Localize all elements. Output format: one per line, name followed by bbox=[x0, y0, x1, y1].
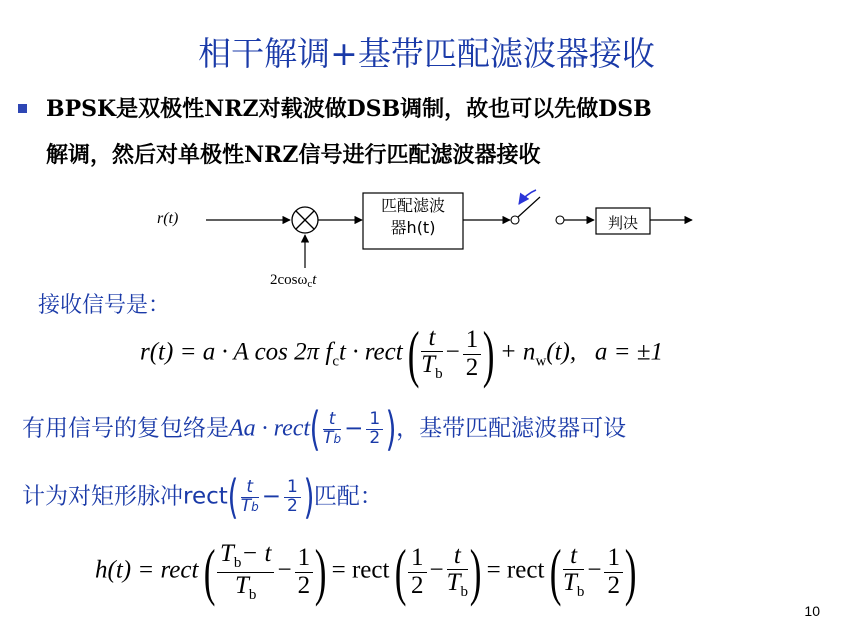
eq2-frac-half-c-num: 1 bbox=[604, 545, 623, 572]
para2-frac-c bbox=[240, 476, 259, 516]
eq2-frac-half-c-den: 2 bbox=[607, 571, 620, 599]
eq2-frac-b2-den-sub: b bbox=[460, 584, 469, 601]
para2-frac-c-den-sub: b bbox=[251, 499, 259, 514]
eq2-frac-b1-den: 2 bbox=[411, 571, 424, 599]
eq1-frac1-den bbox=[421, 352, 442, 383]
eq1-minus: − bbox=[445, 338, 460, 366]
eq2-frac-a-num-sub: b bbox=[233, 554, 242, 571]
eq2-frac-c1-den-sub: b bbox=[576, 584, 585, 601]
para2-frac-c-num: t bbox=[241, 479, 259, 498]
eq2-frac-a-num-main: T bbox=[219, 539, 234, 567]
para2-frac-b-den: 2 bbox=[369, 427, 381, 448]
received-signal-label: 接收信号是： bbox=[38, 293, 171, 318]
bullet-line-1: BPSK是双极性NRZ对载波做DSB调制，故也可以先做DSB bbox=[46, 96, 652, 122]
eq2-frac-half-a-num: 1 bbox=[295, 545, 314, 572]
eq1-frac2 bbox=[463, 327, 482, 381]
eq2-frac-b2-den bbox=[447, 570, 468, 601]
eq2-frac-c1 bbox=[563, 543, 584, 601]
eq2-frac-a bbox=[217, 541, 274, 604]
eq2-frac-b2-num: t bbox=[447, 543, 468, 570]
sampler-switch-icon bbox=[511, 190, 564, 224]
eq2-minus-c: − bbox=[587, 556, 602, 584]
eq1-frac1 bbox=[421, 325, 442, 383]
decision-label: 判决 bbox=[607, 214, 638, 232]
matched-filter-label-1: 匹配滤波 bbox=[380, 196, 445, 215]
para2-line2-post: 匹配： bbox=[313, 483, 383, 510]
para2-frac-a bbox=[323, 408, 342, 448]
eq1-frac1-den-sub: b bbox=[435, 366, 443, 383]
eq2-frac-c1-den bbox=[563, 570, 584, 601]
eq2-frac-a-num-tail: − t bbox=[241, 539, 272, 567]
eq2-frac-b1 bbox=[408, 545, 427, 599]
eq2-frac-a-den-sub: b bbox=[248, 586, 257, 603]
eq2-frac-half-a bbox=[295, 545, 314, 599]
eq1-lhs-sub: c bbox=[332, 353, 340, 370]
input-signal-label: r(t) bbox=[157, 210, 179, 227]
para2-frac-c-den-main: T bbox=[240, 495, 252, 516]
eq1-frac2-den: 2 bbox=[465, 353, 479, 381]
para2-line1-pre: 有用信号的复包络是 bbox=[22, 415, 229, 442]
para2-frac-a-den-main: T bbox=[323, 427, 334, 448]
mixer-icon bbox=[292, 207, 318, 233]
complex-envelope-line: 有用信号的复包络是Aa · rect( $\frac{t}{Tb}$ − $\frac{1}{2}$ )，基带匹配滤波器可设 bbox=[22, 402, 627, 456]
matched-filter-label bbox=[368, 195, 458, 239]
equation-matched-filter: h(t) = rect ( $\frac{T_b- t}{T_b}$ − $\frac{1}{2}$ ) = rect ( $\frac{1}{2}$ − $\frac{t}{T_b}$ ) = rect ( $\frac{t}{T_b}$ − $\frac{1}{2}$ ) bbox=[95, 536, 637, 607]
equation-received-signal: r(t) = a · A cos 2π $f_ct$ · rect ( $\frac{t}{T_b}$ − $\frac{1}{2}$ ) + $n_w(t)$, a = ±1 bbox=[140, 318, 663, 389]
eq2-frac-a-den-main: T bbox=[235, 571, 249, 599]
page-number: 10 bbox=[804, 603, 820, 619]
eq2-eq-2: = rect bbox=[486, 556, 545, 584]
eq1-lhs: r(t) = a · A cos 2π f bbox=[140, 338, 333, 366]
para2-minus-c: − bbox=[261, 483, 282, 510]
eq1-frac1-num: t bbox=[421, 325, 442, 352]
bullet-line-2: 解调，然后对单极性NRZ信号进行匹配滤波器接收 bbox=[46, 142, 541, 168]
eq1-a-values: a = ±1 bbox=[594, 338, 663, 366]
matched-filter-label-2: 器h(t) bbox=[390, 218, 436, 237]
para2-line2-pre: 计为对矩形脉冲rect bbox=[22, 483, 228, 510]
eq2-frac-half-c bbox=[604, 545, 623, 599]
para2-frac-b bbox=[366, 408, 383, 448]
eq2-eq-1: = rect bbox=[331, 556, 390, 584]
eq2-frac-b2-den-main: T bbox=[446, 569, 461, 597]
lo-label-var: t bbox=[312, 272, 317, 288]
para2-frac-a-num: t bbox=[323, 411, 341, 430]
bullet-marker bbox=[18, 104, 27, 113]
eq1-noise-tail: (t), bbox=[546, 338, 577, 366]
slide-title: 相干解调+基带匹配滤波器接收 bbox=[198, 34, 655, 73]
lo-label bbox=[270, 272, 316, 290]
para2-frac-d bbox=[284, 476, 301, 516]
eq2-frac-half-a-den: 2 bbox=[297, 571, 311, 599]
para2-frac-b-num: 1 bbox=[366, 411, 383, 430]
eq2-lhs: h(t) = rect bbox=[95, 556, 199, 584]
eq1-noise: + n bbox=[499, 338, 536, 366]
rect-pulse-line: 计为对矩形脉冲rect( $\frac{t}{Tb}$ − $\frac{1}{2}$ )匹配： bbox=[22, 470, 383, 524]
eq2-frac-c1-num: t bbox=[563, 543, 584, 570]
eq2-frac-b2 bbox=[447, 543, 468, 601]
para2-frac-d-num: 1 bbox=[284, 479, 301, 498]
eq2-minus-a: − bbox=[277, 556, 292, 584]
eq2-minus-b: − bbox=[429, 556, 444, 584]
eq1-frac2-num: 1 bbox=[463, 327, 482, 354]
eq2-frac-c1-den-main: T bbox=[562, 569, 577, 597]
para2-frac-c-den bbox=[240, 495, 259, 516]
para2-frac-a-den bbox=[323, 427, 342, 448]
eq1-noise-sub: w bbox=[535, 353, 547, 370]
eq2-frac-b1-num: 1 bbox=[408, 545, 427, 572]
para2-line1-post: ，基带匹配滤波器可设 bbox=[396, 415, 627, 442]
eq1-lhs-tail: t · rect bbox=[339, 338, 403, 366]
eq1-frac1-den-main: T bbox=[421, 351, 436, 379]
para2-minus-a: − bbox=[344, 415, 364, 442]
para2-frac-a-den-sub: b bbox=[333, 431, 342, 446]
para2-frac-d-den: 2 bbox=[287, 495, 298, 516]
lo-label-sub: c bbox=[307, 278, 313, 290]
eq2-frac-a-den bbox=[217, 573, 274, 604]
para2-line1-math: Aa · rect bbox=[229, 415, 311, 442]
eq2-frac-a-num bbox=[217, 541, 274, 573]
lo-label-main: 2cosω bbox=[270, 272, 308, 288]
